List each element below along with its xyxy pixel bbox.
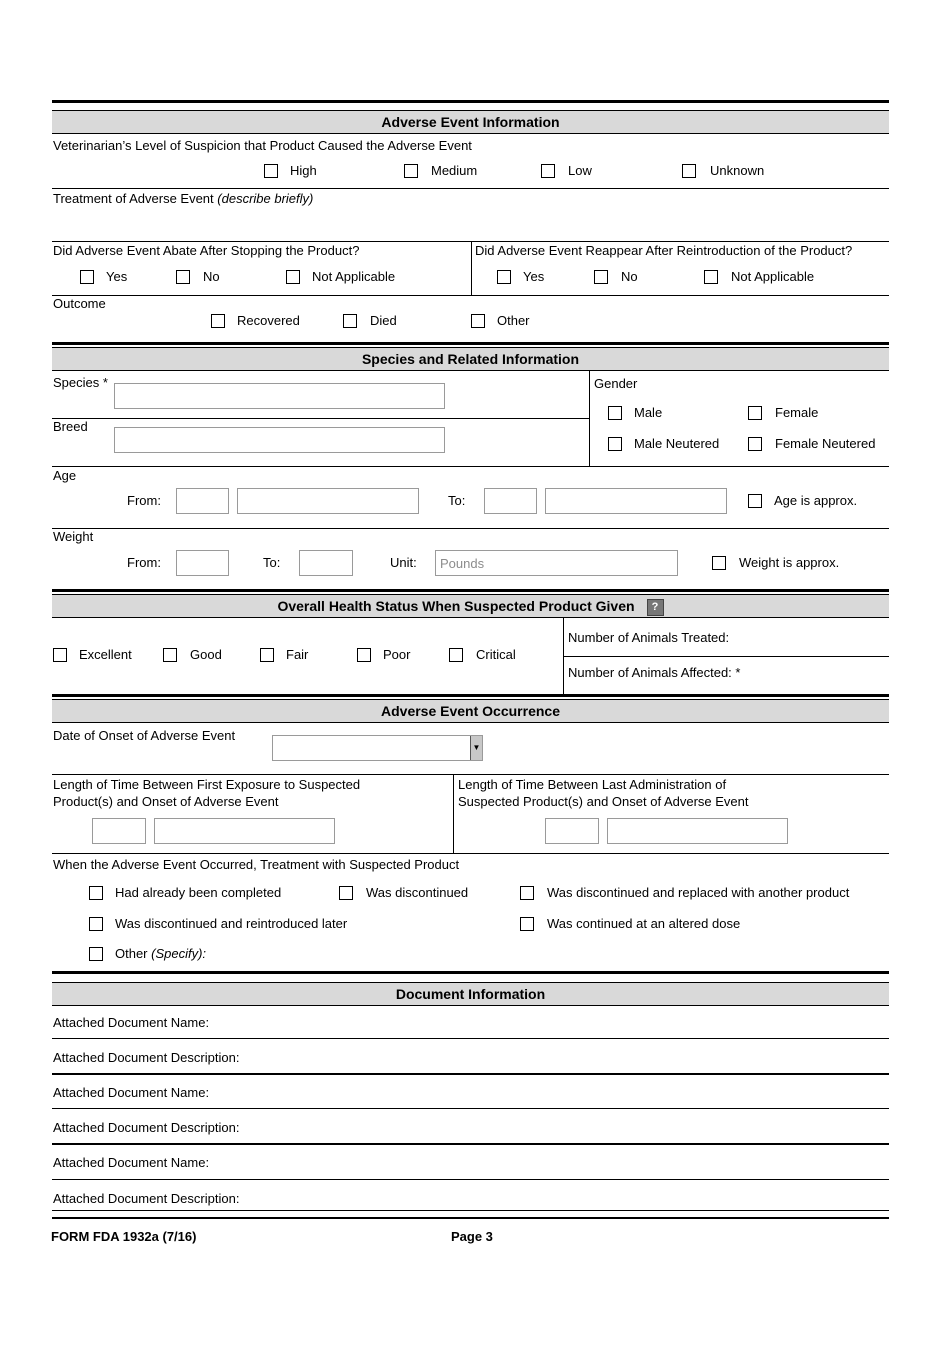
occurrence-header: Adverse Event Occurrence <box>52 699 889 723</box>
dropdown-arrow-icon[interactable]: ▼ <box>470 736 482 760</box>
suspicion-medium-label: Medium <box>431 163 478 178</box>
doc-name-3-label: Attached Document Name: <box>53 1155 210 1170</box>
section-divider <box>52 342 889 345</box>
species-input[interactable] <box>114 383 445 409</box>
section-divider <box>52 971 889 974</box>
outcome-other-label: Other <box>497 313 530 328</box>
animals-affected-label: Number of Animals Affected: * <box>568 665 741 680</box>
outcome-other-checkbox[interactable] <box>471 314 485 328</box>
reappear-no-checkbox[interactable] <box>594 270 608 284</box>
row-divider <box>52 188 889 189</box>
suspicion-high-label: High <box>290 163 317 178</box>
last-admin-label-line2: Suspected Product(s) and Onset of Adverse Event <box>458 794 749 809</box>
outcome-recovered-label: Recovered <box>237 313 300 328</box>
footer-divider <box>52 1217 889 1219</box>
section-divider <box>52 589 889 592</box>
column-divider <box>471 241 472 295</box>
abate-no-checkbox[interactable] <box>176 270 190 284</box>
row-divider <box>52 1038 889 1039</box>
form-id: FORM FDA 1932a (7/16) <box>51 1229 197 1244</box>
gender-male-neutered-label: Male Neutered <box>634 436 720 451</box>
gender-male-label: Male <box>634 405 663 420</box>
health-poor-checkbox[interactable] <box>357 648 371 662</box>
abate-no-label: No <box>203 269 220 284</box>
weight-approx-label: Weight is approx. <box>739 555 840 570</box>
outcome-recovered-checkbox[interactable] <box>211 314 225 328</box>
abate-yes-checkbox[interactable] <box>80 270 94 284</box>
first-exposure-label-line2: Product(s) and Onset of Adverse Event <box>53 794 279 809</box>
treatment-status-label: When the Adverse Event Occurred, Treatment with Suspected Product <box>53 857 460 872</box>
row-divider <box>52 1108 889 1109</box>
first-exposure-number-input[interactable] <box>92 818 146 844</box>
treatment-label-text: Treatment of Adverse Event <box>53 191 214 206</box>
gender-female-label: Female <box>775 405 819 420</box>
treatment-discontinued-checkbox[interactable] <box>339 886 353 900</box>
column-divider <box>589 371 590 466</box>
treatment-other-hint: (Specify): <box>151 946 207 961</box>
treatment-completed-checkbox[interactable] <box>89 886 103 900</box>
reappear-no-label: No <box>621 269 638 284</box>
row-divider <box>52 853 889 854</box>
animals-treated-label: Number of Animals Treated: <box>568 630 730 645</box>
treatment-completed-label: Had already been completed <box>115 885 282 900</box>
outcome-label: Outcome <box>53 296 106 311</box>
reappear-yes-label: Yes <box>523 269 545 284</box>
health-fair-label: Fair <box>286 647 309 662</box>
age-approx-label: Age is approx. <box>774 493 858 508</box>
health-status-title: Overall Health Status When Suspected Product Given <box>277 598 635 614</box>
row-divider <box>52 1143 889 1145</box>
breed-label: Breed <box>53 419 88 434</box>
age-to-number-input[interactable] <box>484 488 537 514</box>
row-divider <box>52 466 889 467</box>
age-from-unit-input[interactable] <box>237 488 419 514</box>
health-status-header <box>52 594 889 618</box>
doc-name-2-label: Attached Document Name: <box>53 1085 210 1100</box>
health-poor-label: Poor <box>383 647 411 662</box>
row-divider <box>52 295 889 296</box>
last-admin-number-input[interactable] <box>545 818 599 844</box>
gender-female-checkbox[interactable] <box>748 406 762 420</box>
treatment-other-checkbox[interactable] <box>89 947 103 961</box>
weight-unit-input[interactable] <box>435 550 678 576</box>
last-admin-unit-input[interactable] <box>607 818 788 844</box>
treatment-altered-dose-label: Was continued at an altered dose <box>547 916 741 931</box>
onset-label: Date of Onset of Adverse Event <box>53 728 236 743</box>
reappear-na-label: Not Applicable <box>731 269 815 284</box>
weight-to-label: To: <box>263 555 281 570</box>
treatment-reintroduced-checkbox[interactable] <box>89 917 103 931</box>
row-divider <box>52 528 889 529</box>
treatment-altered-dose-checkbox[interactable] <box>520 917 534 931</box>
doc-desc-3-label: Attached Document Description: <box>53 1191 240 1206</box>
outcome-died-label: Died <box>370 313 397 328</box>
abate-yes-label: Yes <box>106 269 128 284</box>
suspicion-high-checkbox[interactable] <box>264 164 278 178</box>
abate-na-checkbox[interactable] <box>286 270 300 284</box>
age-label: Age <box>53 468 77 483</box>
suspicion-label: Veterinarian’s Level of Suspicion that Product Caused the Adverse Event <box>53 138 472 153</box>
breed-input[interactable] <box>114 427 445 453</box>
abate-na-label: Not Applicable <box>312 269 396 284</box>
footer-divider <box>52 1210 889 1211</box>
species-label: Species * <box>53 375 108 390</box>
gender-male-neutered-checkbox[interactable] <box>608 437 622 451</box>
weight-from-input[interactable] <box>176 550 229 576</box>
gender-female-neutered-label: Female Neutered <box>775 436 876 451</box>
age-to-label: To: <box>448 493 466 508</box>
treatment-hint: (describe briefly) <box>217 191 314 206</box>
doc-name-1-label: Attached Document Name: <box>53 1015 210 1030</box>
treatment-reintroduced-label: Was discontinued and reintroduced later <box>115 916 348 931</box>
health-good-label: Good <box>190 647 222 662</box>
health-fair-checkbox[interactable] <box>260 648 274 662</box>
suspicion-low-checkbox[interactable] <box>541 164 555 178</box>
treatment-label[interactable] <box>53 191 313 206</box>
gender-label: Gender <box>594 376 638 391</box>
documents-header: Document Information <box>52 982 889 1006</box>
health-excellent-checkbox[interactable] <box>53 648 67 662</box>
help-icon[interactable]: ? <box>647 599 664 616</box>
section-divider <box>52 100 889 103</box>
page-number: Page 3 <box>451 1229 493 1244</box>
treatment-discontinued-label: Was discontinued <box>366 885 469 900</box>
health-critical-checkbox[interactable] <box>449 648 463 662</box>
age-to-unit-input[interactable] <box>545 488 727 514</box>
age-from-label: From: <box>127 493 161 508</box>
weight-approx-checkbox[interactable] <box>712 556 726 570</box>
treatment-other-text: Other <box>115 946 148 961</box>
row-divider <box>52 1179 889 1180</box>
reappear-label: Did Adverse Event Reappear After Reintroduction of the Product? <box>475 243 853 258</box>
row-divider <box>52 774 889 775</box>
weight-from-label: From: <box>127 555 161 570</box>
abate-label: Did Adverse Event Abate After Stopping the Product? <box>53 243 360 258</box>
gender-male-checkbox[interactable] <box>608 406 622 420</box>
treatment-other-label <box>115 946 206 961</box>
onset-date-select[interactable] <box>272 735 483 761</box>
treatment-replaced-label: Was discontinued and replaced with another product <box>547 885 850 900</box>
doc-desc-1-label: Attached Document Description: <box>53 1050 240 1065</box>
section-divider <box>52 694 889 697</box>
health-critical-label: Critical <box>476 647 516 662</box>
suspicion-medium-checkbox[interactable] <box>404 164 418 178</box>
row-divider <box>563 656 889 657</box>
species-header: Species and Related Information <box>52 347 889 371</box>
first-exposure-label-line1: Length of Time Between First Exposure to Suspected <box>53 777 361 792</box>
age-approx-checkbox[interactable] <box>748 494 762 508</box>
adverse-event-info-header: Adverse Event Information <box>52 110 889 134</box>
first-exposure-unit-input[interactable] <box>154 818 335 844</box>
column-divider <box>453 774 454 853</box>
reappear-yes-checkbox[interactable] <box>497 270 511 284</box>
gender-female-neutered-checkbox[interactable] <box>748 437 762 451</box>
weight-to-input[interactable] <box>299 550 353 576</box>
age-from-number-input[interactable] <box>176 488 229 514</box>
weight-unit-label: Unit: <box>390 555 417 570</box>
health-good-checkbox[interactable] <box>163 648 177 662</box>
suspicion-unknown-label: Unknown <box>710 163 765 178</box>
treatment-replaced-checkbox[interactable] <box>520 886 534 900</box>
suspicion-unknown-checkbox[interactable] <box>682 164 696 178</box>
doc-desc-2-label: Attached Document Description: <box>53 1120 240 1135</box>
weight-label: Weight <box>53 529 94 544</box>
row-divider <box>52 1073 889 1075</box>
reappear-na-checkbox[interactable] <box>704 270 718 284</box>
row-divider <box>52 418 589 419</box>
health-excellent-label: Excellent <box>79 647 132 662</box>
last-admin-label-line1: Length of Time Between Last Administration of <box>458 777 727 792</box>
suspicion-low-label: Low <box>568 163 592 178</box>
outcome-died-checkbox[interactable] <box>343 314 357 328</box>
